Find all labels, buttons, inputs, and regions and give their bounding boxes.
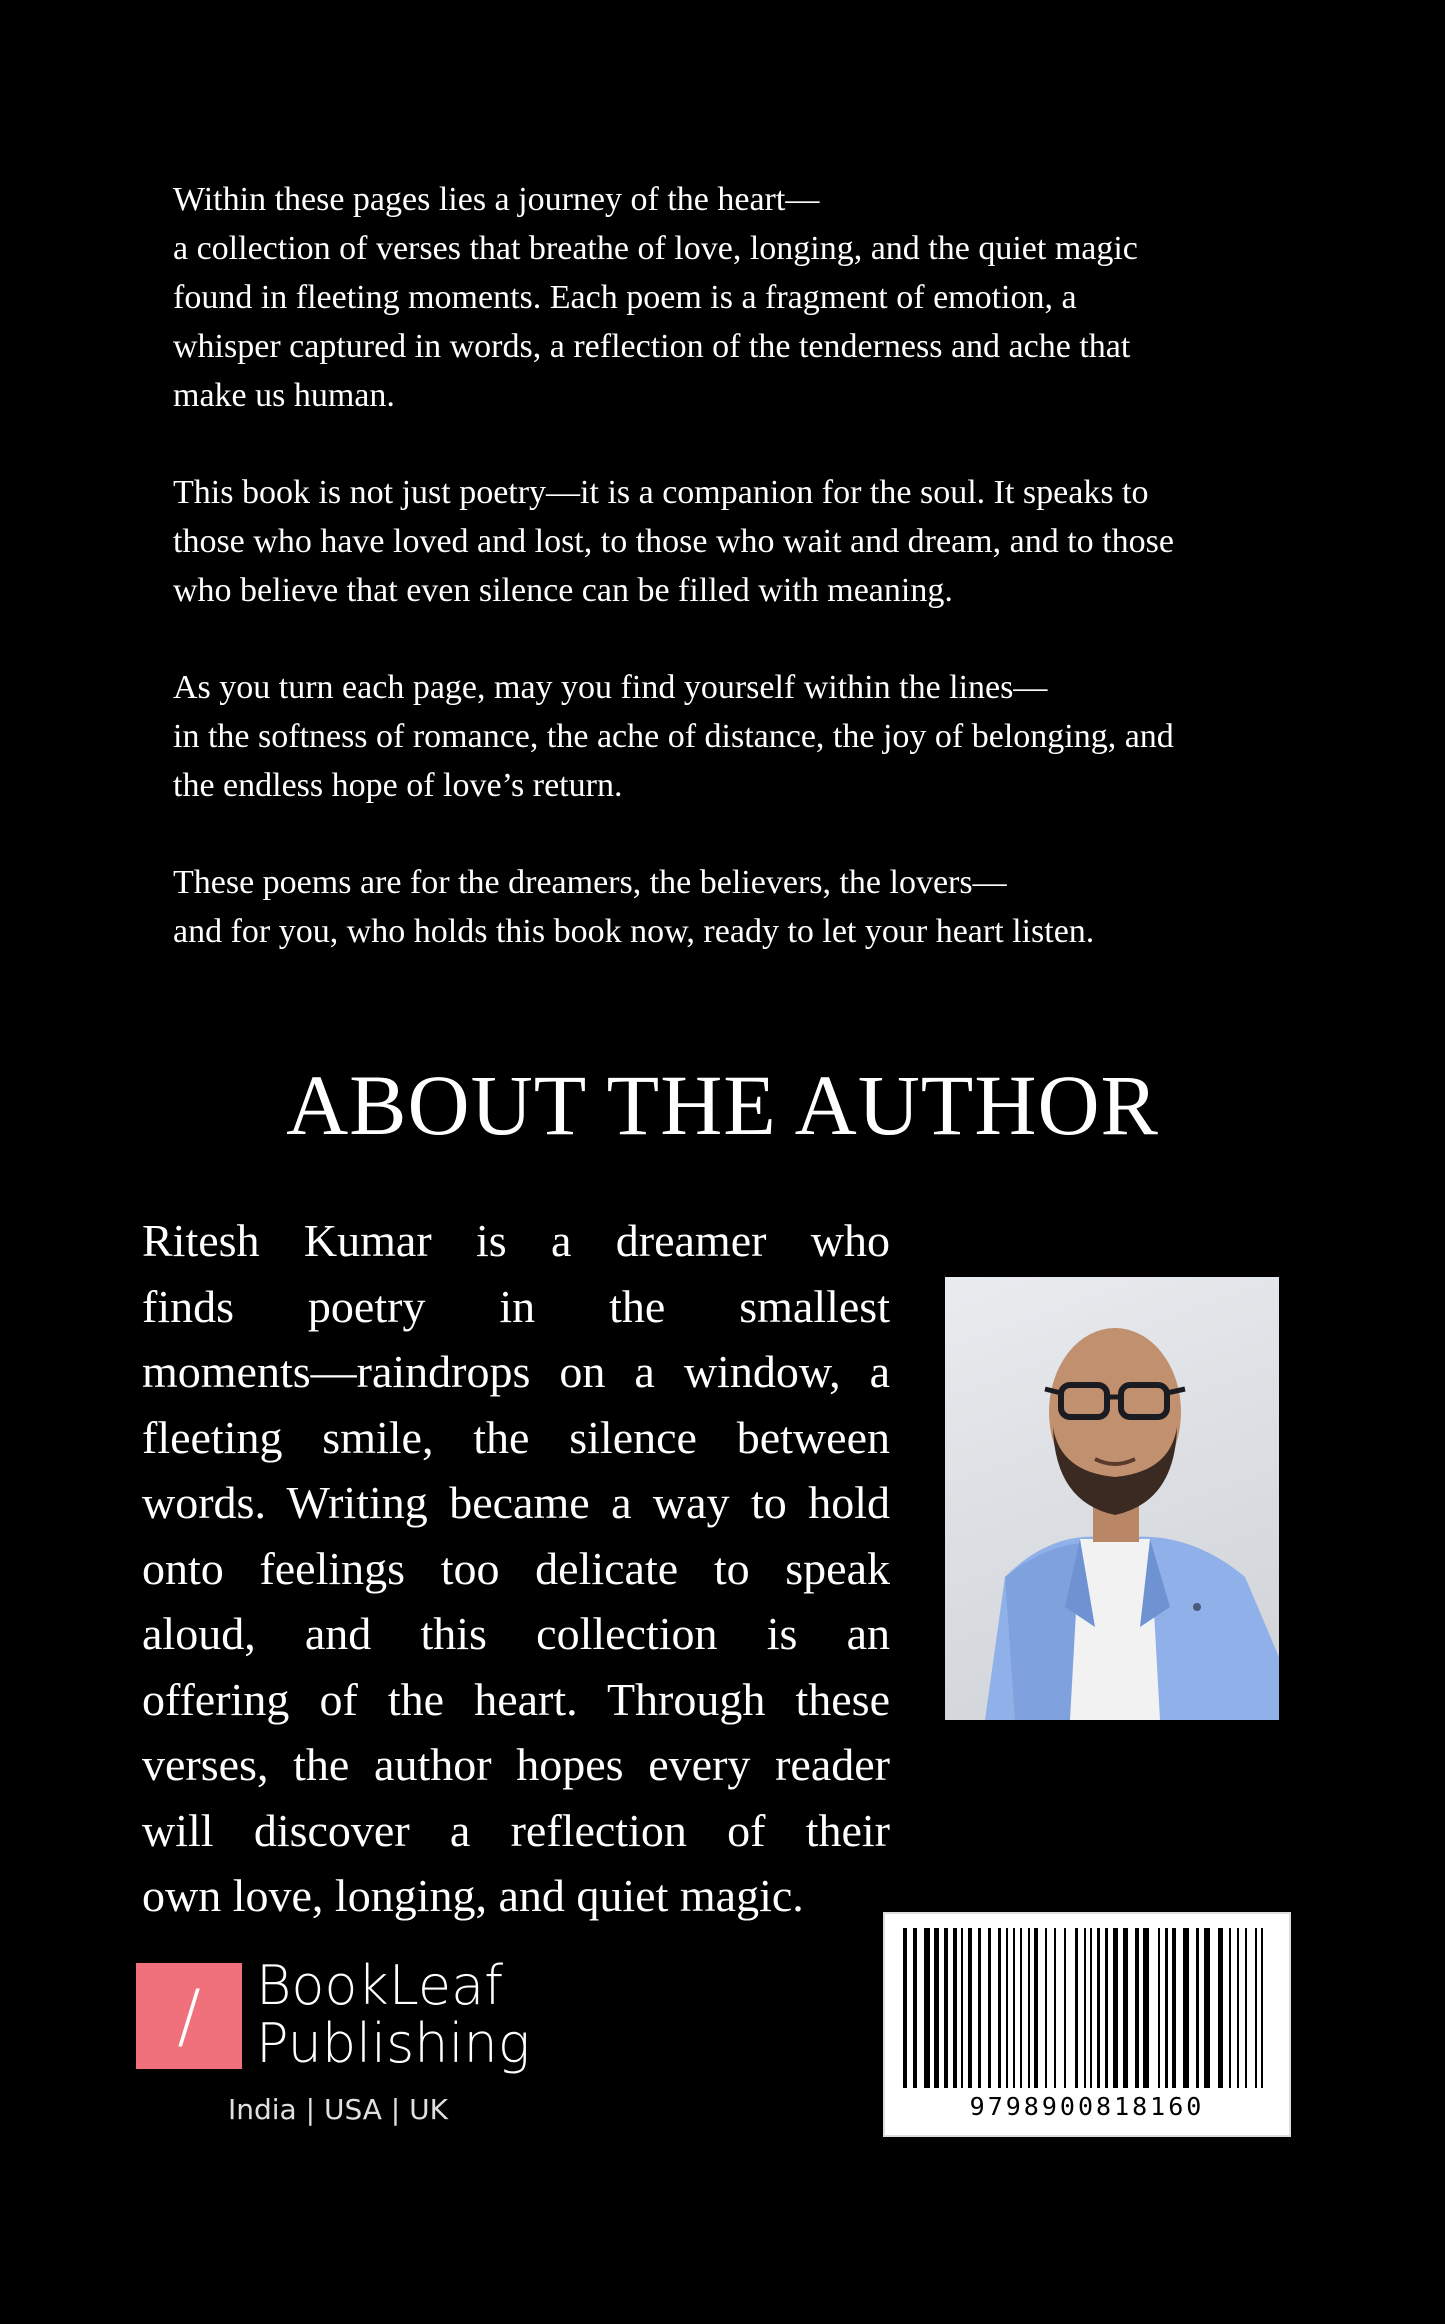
barcode-bar — [968, 1928, 972, 2088]
barcode-bar — [1237, 1928, 1239, 2088]
barcode-bar — [1255, 1928, 1257, 2088]
blurb — [173, 175, 1303, 1004]
barcode-bars — [901, 1928, 1273, 2088]
blurb-line: Within these pages lies a journey of the heart— — [173, 181, 820, 218]
publisher-name — [256, 1954, 531, 2075]
blurb-line: found in fleeting moments. Each poem is a fragment of emotion, a — [173, 279, 1077, 316]
blurb-line: who believe that even silence can be filled with meaning. — [173, 572, 953, 609]
bio-line: will discover a reflection of their — [142, 1804, 890, 1856]
blurb-line: in the softness of romance, the ache of distance, the joy of belonging, and — [173, 718, 1174, 755]
barcode-bar — [1034, 1928, 1038, 2088]
barcode-bar — [978, 1928, 981, 2088]
bio-line: offering of the heart. Through these — [142, 1673, 890, 1725]
author-photo — [945, 1277, 1279, 1720]
blurb-line: the endless hope of love’s return. — [173, 767, 623, 804]
barcode-bar — [924, 1928, 930, 2088]
publisher-regions: India | USA | UK — [228, 2093, 448, 2126]
barcode-bar — [1054, 1928, 1056, 2088]
blurb-line: whisper captured in words, a reflection of the tenderness and ache that — [173, 328, 1131, 365]
author-bio — [142, 1208, 890, 1929]
blurb-paragraph-4 — [173, 858, 1303, 956]
barcode-bar — [1143, 1928, 1149, 2088]
barcode-bar — [903, 1928, 907, 2088]
isbn-barcode — [885, 1914, 1289, 2135]
blurb-line: those who have loved and lost, to those who wait and dream, and to those — [173, 523, 1174, 560]
barcode-bar — [1158, 1928, 1160, 2088]
barcode-bar — [1245, 1928, 1247, 2088]
barcode-bar — [1084, 1928, 1086, 2088]
blurb-paragraph-3 — [173, 663, 1303, 810]
barcode-bar — [1090, 1928, 1092, 2088]
barcode-bar — [1020, 1928, 1022, 2088]
bio-line: fleeting smile, the silence between — [142, 1411, 890, 1463]
barcode-bar — [1165, 1928, 1168, 2088]
barcode-bar — [1135, 1928, 1139, 2088]
barcode-bar — [1218, 1928, 1223, 2088]
barcode-bar — [1196, 1928, 1199, 2088]
bio-line: words. Writing became a way to hold — [142, 1477, 890, 1528]
slash-icon: / — [177, 1975, 201, 2057]
blurb-line: a collection of verses that breathe of love, longing, and the quiet magic — [173, 230, 1138, 267]
blurb-line: and for you, who holds this book now, ready to let your heart listen. — [173, 913, 1095, 950]
blurb-line: This book is not just poetry—it is a companion for the soul. It speaks to — [173, 474, 1149, 511]
about-author-heading: ABOUT THE AUTHOR — [286, 1057, 1159, 1153]
publisher-logo — [136, 1954, 556, 2133]
barcode-bar — [913, 1928, 917, 2088]
blurb-line: make us human. — [173, 377, 395, 414]
barcode-bar — [1113, 1928, 1118, 2088]
barcode-bar — [1064, 1928, 1066, 2088]
barcode-bar — [1172, 1928, 1176, 2088]
blurb-paragraph-1 — [173, 175, 1303, 420]
isbn-number: 9798900818160 — [969, 2092, 1205, 2121]
barcode-bar — [944, 1928, 948, 2088]
barcode-bar — [1013, 1928, 1015, 2088]
blurb-line: As you turn each page, may you find yourself within the lines— — [173, 669, 1048, 706]
barcode-bar — [1204, 1928, 1210, 2088]
publisher-name-line2: Publishing — [256, 2012, 531, 2075]
barcode-bar — [1028, 1928, 1030, 2088]
barcode-bar — [988, 1928, 991, 2088]
barcode-bar — [1123, 1928, 1128, 2088]
barcode-bar — [1097, 1928, 1100, 2088]
barcode-bar — [953, 1928, 957, 2088]
bio-line: own love, longing, and quiet magic. — [142, 1870, 804, 1921]
barcode-bar — [1183, 1928, 1189, 2088]
barcode-bar — [934, 1928, 939, 2088]
barcode-bar — [1105, 1928, 1108, 2088]
blurb-line: These poems are for the dreamers, the believers, the lovers— — [173, 864, 1007, 901]
barcode-bar — [998, 1928, 1001, 2088]
barcode-bar — [1229, 1928, 1231, 2088]
publisher-mark — [136, 1963, 242, 2069]
barcode-bar — [1006, 1928, 1008, 2088]
bio-line: onto feelings too delicate to speak — [142, 1542, 890, 1594]
barcode-bar — [1045, 1928, 1047, 2088]
bio-line: verses, the author hopes every reader — [142, 1739, 890, 1790]
blurb-paragraph-2 — [173, 468, 1303, 615]
author-portrait-illustration — [945, 1277, 1279, 1720]
barcode-bar — [961, 1928, 963, 2088]
barcode-bar — [1261, 1928, 1263, 2088]
bio-line: Ritesh Kumar is a dreamer who — [142, 1215, 890, 1266]
barcode-bar — [1075, 1928, 1078, 2088]
bio-line: moments—raindrops on a window, a — [142, 1346, 890, 1397]
bio-line: finds poetry in the smallest — [142, 1280, 890, 1332]
publisher-name-line1: BookLeaf — [256, 1954, 504, 2017]
bio-line: aloud, and this collection is an — [142, 1608, 890, 1659]
